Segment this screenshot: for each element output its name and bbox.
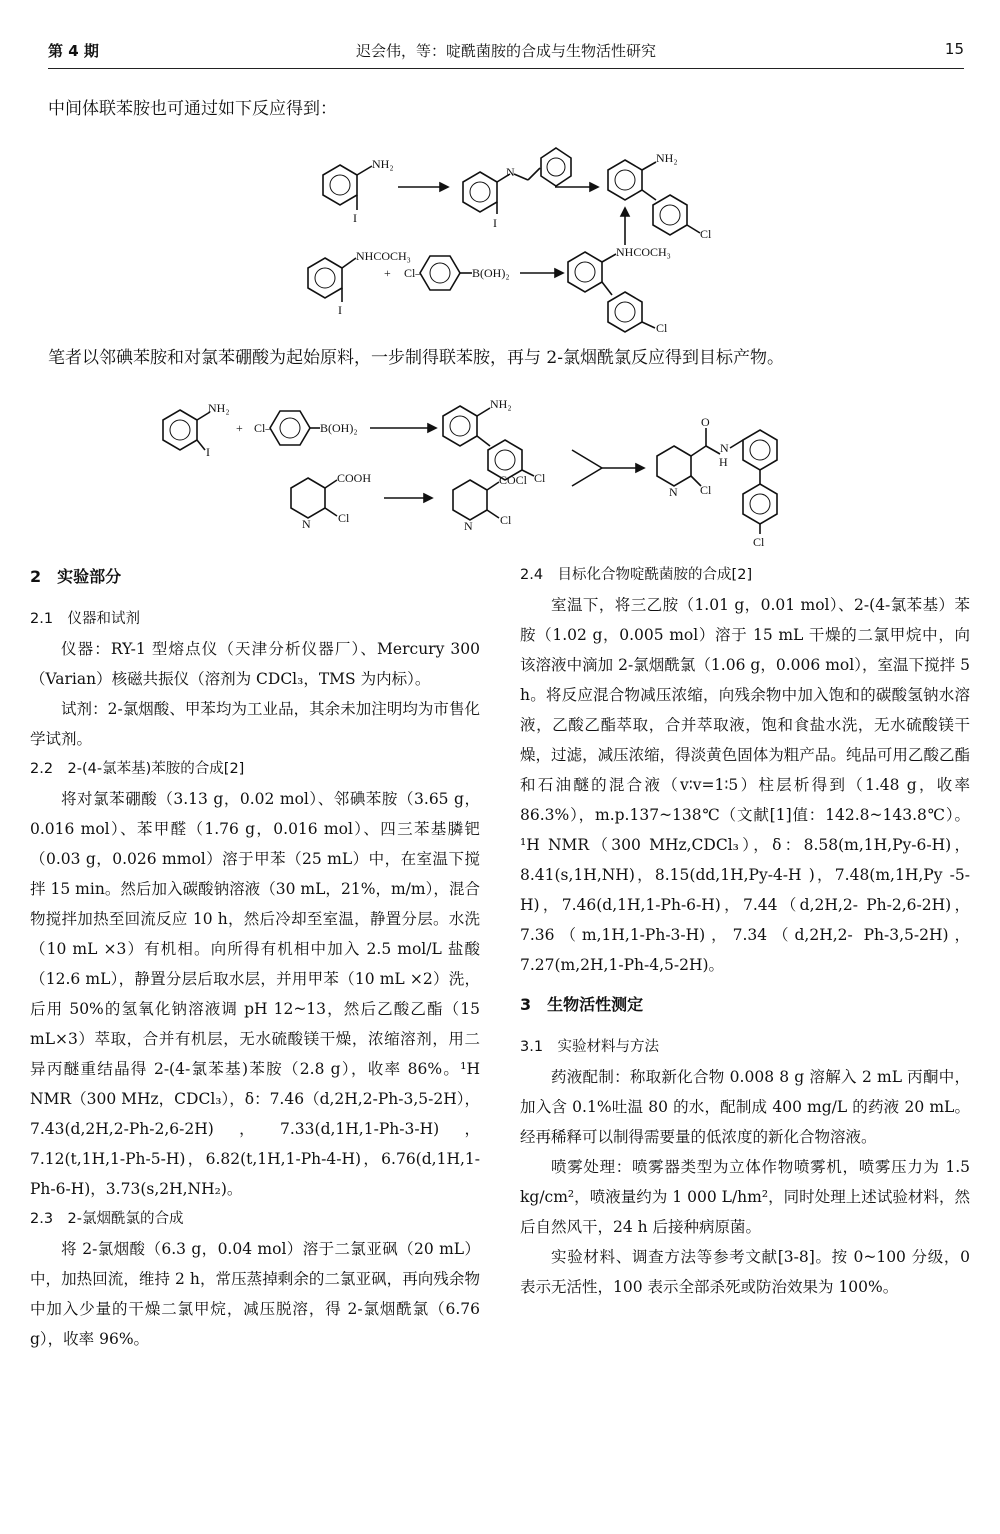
section-3-heading: 3 生物活性测定 xyxy=(520,995,644,1014)
acetamido-biphenyl-structure xyxy=(568,252,655,332)
plus-sign-2: + xyxy=(236,421,243,435)
right-column xyxy=(520,560,970,1302)
paragraph: 室温下，将三乙胺（1.01 g，0.01 mol）、2-(4-氯苯基）苯胺（1.02 g，0.005 mol）溶于 15 mL 干燥的二氯甲烷中，向该溶液中滴加 2-氯烟酰氯（1.06 g，0.006 mol），室温下搅拌 5 h。将反应混合物减压浓缩，向残余物中加入饱和的碳酸氢钠水溶液，乙酸乙酯萃取，合并萃取液，饱和食盐水洗，无水硫酸镁干燥，过滤，减压浓缩，得淡黄色固体为粗产品。纯品可用乙酸乙酯和石油醚的混合液（v∶v=1∶5）柱层析得到（1.48 g，收率 86.3%），m.p.137~138℃（文献[1]值：142.8~143.8℃）。¹H NMR（300 MHz,CDCl₃），δ：8.58(m,1H,Py-6-H)，8.41(s,1H,NH)，8.15(dd,1H,Py-4-H )，7.48(m,1H,Py -5-H)，7.46(d,1H,1-Ph-6-H)，7.44（d,2H,2- Ph-2,6-2H)，7.36（m,1H,1-Ph-3-H)，7.34（d,2H,2- Ph-3,5-2H)，7.27(m,2H,1-Ph-4,5-2H)。 xyxy=(520,596,970,974)
cl-label-5: Cl xyxy=(534,471,546,485)
cl-label-4: Cl– xyxy=(254,421,272,435)
cl-label-6: Cl xyxy=(338,511,350,525)
iodo-label-3: I xyxy=(338,303,342,317)
running-header xyxy=(48,28,964,69)
merge-line-upper xyxy=(572,450,602,468)
paragraph: 实验材料、调查方法等参考文献[3-8]。按 0~100 分级，0 表示无活性，100 表示全部杀死或防治效果为 100%。 xyxy=(520,1248,970,1296)
paragraph: 仪器：RY-1 型熔点仪（天津分析仪器厂）、Mercury 300（Varian）核磁共振仪（溶剂为 CDCl₃，TMS 为内标）。 xyxy=(30,640,480,688)
issue-number: 第 4 期 xyxy=(48,42,99,60)
chloronicotinoyl-chloride-structure xyxy=(453,480,499,520)
pyridine-n-label-3: N xyxy=(669,485,678,499)
nh2-label-2: NH₂ xyxy=(656,151,678,165)
iodo-label-4: I xyxy=(206,445,210,459)
paragraph: 将对氯苯硼酸（3.13 g，0.02 mol）、邻碘苯胺（3.65 g，0.016 mol）、苯甲醛（1.76 g，0.016 mol）、四三苯基膦钯（0.03 g，0.026 mmol）溶于甲苯（25 mL）中，在室温下搅拌 15 min。然后加入碳酸钠溶液（30 mL，21%，m/m），混合物搅拌加热至回流反应 10 h，然后冷却至室温，静置分层。水洗（10 mL ×3）有机相。向所得有机相中加入 2.5 mol/L 盐酸（12.6 mL），静置分层后取水层，并用甲苯（10 mL ×2）洗，后用 50%的氢氧化钠溶液调 pH 12~13，然后乙酸乙酯（15 mL×3）萃取，合并有机层，无水硫酸镁干燥，浓缩溶剂，用二异丙醚重结晶得 2-(4-氯苯基)苯胺（2.8 g），收率 86%。¹H NMR（300 MHz，CDCl₃），δ：7.46（d,2H,2-Ph-3,5-2H），7.43(d,2H,2-Ph-2,6-2H)，7.33(d,1H,1-Ph-3-H)，7.12(t,1H,1-Ph-5-H)，6.82(t,1H,1-Ph-4-H)，6.76(d,1H,1-Ph-6-H)，3.73(s,2H,NH₂)。 xyxy=(30,790,481,1198)
boh2-label: B(OH)₂ xyxy=(472,266,510,280)
pyridine-n-label: N xyxy=(302,517,311,531)
iodoaniline-structure-2 xyxy=(163,410,210,450)
iodoaniline-structure xyxy=(323,165,372,210)
amide-n-label: N xyxy=(720,441,729,455)
amide-h-label: H xyxy=(719,455,728,469)
pyridine-n-label-2: N xyxy=(464,519,473,533)
acetanilide-structure xyxy=(308,258,356,302)
cl-label-7: Cl xyxy=(500,513,512,527)
boh2-label-2: B(OH)₂ xyxy=(320,421,358,435)
chlorophenylboronic-acid-structure xyxy=(420,256,472,290)
page-number: 15 xyxy=(944,40,964,58)
chlorophenylboronic-acid-structure-2 xyxy=(270,411,320,445)
cl-label-9: Cl xyxy=(753,535,765,548)
nh2-label-4: NH₂ xyxy=(490,397,512,411)
nhcoch3-label-2: NHCOCH₃ xyxy=(616,245,671,259)
chloronicotinic-acid-structure xyxy=(291,478,337,518)
cl-label-8: Cl xyxy=(700,483,712,497)
paragraph: 将 2-氯烟酸（6.3 g，0.04 mol）溶于二氯亚砜（20 mL）中，加热回流，维持 2 h，常压蒸掉剩余的二氯亚砜，再向残余物中加入少量的干燥二氯甲烷，减压脱溶，得 2-氯烟酰氯（6.76 g），收率 96%。 xyxy=(30,1240,480,1348)
paragraph: 试剂：2-氯烟酸、甲苯均为工业品，其余未加注明均为市售化学试剂。 xyxy=(30,700,480,748)
nh2-label: NH₂ xyxy=(372,157,394,171)
section-2-2-heading: 2.2 2-(4-氯苯基)苯胺的合成[2] xyxy=(30,761,245,777)
running-title: 迟会伟，等：啶酰菌胺的合成与生物活性研究 xyxy=(355,42,656,60)
cooh-label: COOH xyxy=(337,471,372,485)
carbonyl-o-label: O xyxy=(701,415,710,429)
reaction-scheme-2 xyxy=(0,388,1000,548)
cl-label: Cl xyxy=(700,227,712,241)
intro-text-2: 笔者以邻碘苯胺和对氯苯硼酸为起始原料，一步制得联苯胺，再与 2-氯烟酰氯反应得到目标产物。 xyxy=(48,348,784,368)
nh2-label-3: NH₂ xyxy=(208,401,230,415)
reaction-scheme-1 xyxy=(0,130,1000,340)
section-3-1-heading: 3.1 实验材料与方法 xyxy=(520,1039,660,1055)
iodo-label-2: I xyxy=(493,216,497,230)
cocl-label: COCl xyxy=(499,473,528,487)
nhcoch3-label: NHCOCH₃ xyxy=(356,249,411,263)
plus-sign: + xyxy=(384,266,391,280)
merge-line-lower xyxy=(572,468,602,486)
cl-label-3: Cl xyxy=(656,321,668,335)
section-2-1-heading: 2.1 仪器和试剂 xyxy=(30,611,141,627)
iodo-label: I xyxy=(353,211,357,225)
imine-n-label: N xyxy=(506,165,515,179)
chlorobiphenylamine-structure xyxy=(608,160,700,235)
boscalid-structure xyxy=(657,428,777,534)
cl-label-2: Cl– xyxy=(404,266,422,280)
paragraph: 喷雾处理：喷雾器类型为立体作物喷雾机，喷雾压力为 1.5 kg/cm²，喷液量约为 1 000 L/hm²，同时处理上述试验材料，然后自然风干，24 h 后接种病原菌。 xyxy=(520,1158,970,1236)
left-column xyxy=(30,560,480,1354)
paragraph: 药液配制：称取新化合物 0.008 8 g 溶解入 2 mL 丙酮中，加入含 0.1%吐温 80 的水，配制成 400 mg/L 的药液 20 mL。经再稀释可以制得需要量的低浓度的新化合物溶液。 xyxy=(520,1068,970,1146)
chlorobiphenylamine-structure-2 xyxy=(443,406,534,480)
imine-structure xyxy=(463,148,571,214)
section-2-heading: 2 实验部分 xyxy=(30,567,122,586)
section-2-4-heading: 2.4 目标化合物啶酰菌胺的合成[2] xyxy=(520,567,753,583)
intro-text-1: 中间体联苯胺也可通过如下反应得到： xyxy=(48,99,337,119)
section-2-3-heading: 2.3 2-氯烟酰氯的合成 xyxy=(30,1211,184,1227)
